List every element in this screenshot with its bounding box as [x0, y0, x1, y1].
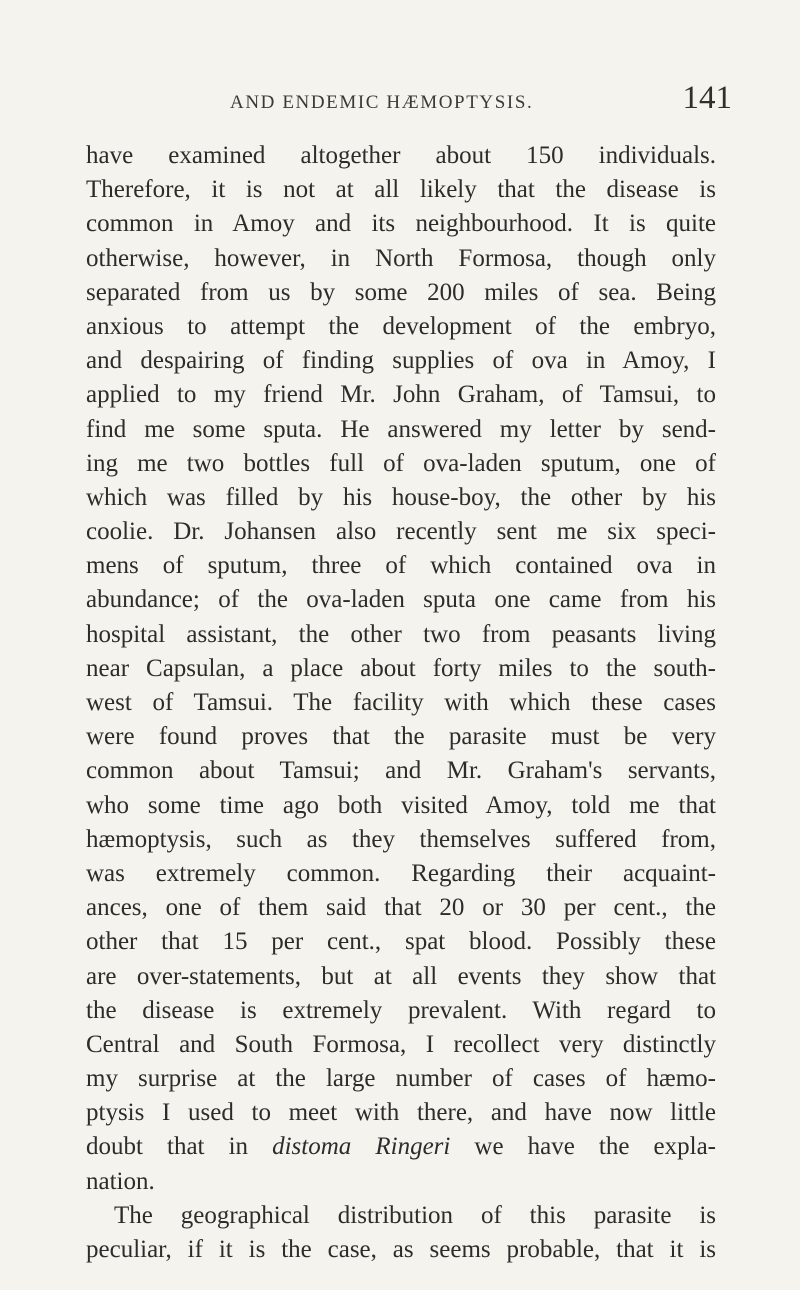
text-segment: doubt that in	[86, 1133, 273, 1161]
text-line: ptysis I used to meet with there, and have now little	[86, 1099, 716, 1127]
text-line: are over-statements, but at all events they show that	[86, 962, 716, 990]
text-line: separated from us by some 200 miles of sea. Being	[86, 278, 716, 306]
running-title: AND ENDEMIC HÆMOPTYSIS.	[230, 92, 534, 113]
text-line: mens of sputum, three of which contained ova in	[86, 552, 716, 580]
text-segment: we have the expla-	[450, 1133, 716, 1161]
paragraph-start-line: The geographical distribution of this parasite is	[114, 1201, 716, 1229]
text-line: and despairing of finding supplies of ova in Amoy, I	[86, 347, 716, 375]
text-line: Therefore, it is not at all likely that the disease is	[86, 176, 716, 204]
text-line: were found proves that the parasite must be very	[86, 723, 716, 751]
text-line: common about Tamsui; and Mr. Graham's servants,	[86, 757, 716, 785]
text-line: my surprise at the large number of cases of hæmo-	[86, 1065, 716, 1093]
text-line: west of Tamsui. The facility with which these cases	[86, 689, 716, 716]
text-line: peculiar, if it is the case, as seems probable, that it is	[86, 1236, 716, 1263]
text-line: otherwise, however, in North Formosa, though only	[86, 244, 716, 272]
text-line: who some time ago both visited Amoy, told me that	[86, 791, 716, 819]
text-line: the disease is extremely prevalent. With regard to	[86, 996, 716, 1024]
text-line: hospital assistant, the other two from peasants living	[86, 620, 716, 648]
text-line: find me some sputa. He answered my letter by send-	[86, 415, 716, 443]
body-text	[86, 139, 716, 1267]
text-line: other that 15 per cent., spat blood. Possibly these	[86, 928, 716, 956]
text-line: common in Amoy and its neighbourhood. It is quite	[86, 210, 716, 238]
italic-species-name: distoma Ringeri	[272, 1133, 451, 1161]
running-head	[80, 78, 740, 118]
page-number: 141	[682, 80, 732, 116]
text-line: ances, one of them said that 20 or 30 per cent., the	[86, 894, 716, 922]
text-line: applied to my friend Mr. John Graham, of Tamsui, to	[86, 381, 716, 409]
paragraph-end-line: nation.	[86, 1167, 155, 1195]
text-line: abundance; of the ova-laden sputa one came from his	[86, 586, 716, 614]
text-line: which was filled by his house-boy, the other by his	[86, 483, 716, 511]
text-line: hæmoptysis, such as they themselves suffered from,	[86, 825, 716, 853]
text-line: coolie. Dr. Johansen also recently sent me six speci-	[86, 518, 716, 546]
text-line: have examined altogether about 150 individuals.	[86, 142, 716, 169]
text-line: anxious to attempt the development of the embryo,	[86, 312, 716, 340]
text-line-with-italic	[86, 1130, 716, 1164]
text-line: ing me two bottles full of ova-laden sputum, one of	[86, 449, 716, 477]
text-line: Central and South Formosa, I recollect very distinctly	[86, 1030, 716, 1058]
text-line: was extremely common. Regarding their acquaint-	[86, 859, 716, 887]
text-line: near Capsulan, a place about forty miles to the south-	[86, 654, 716, 682]
